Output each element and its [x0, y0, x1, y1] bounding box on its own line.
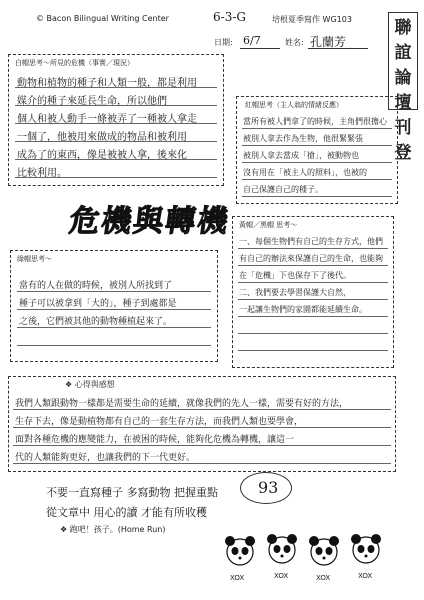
panda-label: XOX [316, 574, 331, 582]
footer-slogan-text: 跑吧！孩子。(Home Run) [69, 525, 166, 534]
panda-icon [225, 536, 255, 565]
white-hat-line: 比較利用。 [17, 168, 67, 179]
white-hat-line: 動物和植物的種子和人類一般，都是利用 [17, 78, 197, 89]
green-hat-title: 綠帽思考～ [17, 255, 52, 263]
red-hat-title: 紅帽思考（主人翁的情緒反應） [245, 101, 343, 109]
score: 93 [258, 478, 279, 497]
banner-title: 危機與轉機 [67, 204, 232, 239]
yellow-black-line: 二、我們要去學習保護大自然， [239, 288, 351, 297]
panda-illustration [220, 530, 410, 590]
vertical-title-char: 誼 [394, 43, 412, 63]
green-hat-line: 之後，它們被其他的動物種植起來了。 [19, 317, 173, 327]
bullet-icon: ❖ [60, 525, 70, 534]
reflection-box [8, 376, 396, 472]
red-hat-box [236, 96, 398, 204]
yellow-black-line: 在「危機」下也保存下了後代。 [239, 271, 351, 280]
vertical-title-char: 登 [394, 143, 412, 163]
panda-icon [351, 534, 381, 563]
name-value: 孔蘭芳 [310, 35, 347, 49]
reflection-title-text: 心得與感想 [74, 380, 115, 389]
green-hat-line: 種子可以被拿到「大的」，種子到處都是 [19, 299, 177, 309]
white-hat-title: 白帽思考～所見的危機（事實／現況） [15, 59, 134, 67]
red-hat-line: 當所有被人們拿了的時候，主角們很擔心 [243, 117, 387, 126]
copyright: © Bacon Bilingual Writing Center [36, 14, 169, 23]
reflection-line: 生存下去，像是動植物都有自己的一套生存方法，而我們人類也要學會， [15, 417, 304, 427]
vertical-title-char: 壇 [394, 93, 412, 113]
white-hat-line: 媒介的種子來延長生命，所以他們 [17, 96, 167, 107]
yellow-black-line: 有自己的辦法來保護自己的生命，也能夠 [239, 254, 383, 263]
footer-slogan [60, 524, 165, 535]
yellow-black-hat-box [232, 216, 394, 368]
vertical-title-char: 刊 [394, 118, 412, 138]
white-hat-line: 一個了，他被用來做成的物品和被利用 [17, 132, 187, 143]
red-hat-line: 自己保護自己的種子。 [243, 185, 323, 194]
date-label: 日期: [214, 38, 233, 47]
reflection-line: 代的人類能夠更好，也讓我們的下一代更好。 [15, 453, 196, 463]
panda-label: XOX [230, 574, 245, 582]
yellow-black-line: 一、每個生物們有自己的生存方式，他們 [239, 237, 383, 246]
reflection-line: 我們人類跟動物一樣都是需要生命的延續，就像我們的先人一樣，需要有好的方法， [15, 399, 349, 409]
teacher-comment-line: 不要一直寫種子 多寫動物 把握重點 [46, 486, 218, 499]
green-hat-box [10, 250, 218, 362]
red-hat-line: 被別人拿去當成「搶」，被動物也 [243, 151, 359, 160]
vertical-title-char: 聯 [394, 18, 412, 38]
yellow-black-line: 一起讓生物們的家園都能延續生命。 [239, 305, 367, 314]
panda-icon [309, 536, 339, 565]
green-hat-line: 當有的人在做的時候，被別人所找到了 [19, 281, 173, 291]
program-title: 培根夏季寫作 WG103 [272, 15, 352, 24]
bullet-icon: ❖ [65, 380, 75, 389]
panda-label: XOX [358, 572, 373, 580]
name-label: 姓名: [285, 38, 304, 47]
reflection-line: 面對各種危機的應變能力，在被困的時候，能夠化危機為轉機，讓這一 [15, 435, 295, 445]
white-hat-box [8, 54, 224, 186]
panda-label: XOX [274, 572, 289, 580]
white-hat-line: 個人和被人動手一條被弄了一種被人拿走 [17, 114, 197, 125]
vertical-title-char: 論 [394, 68, 412, 88]
teacher-comment-line: 從文章中 用心的讀 才能有所收穫 [46, 506, 207, 519]
date-value: 6/7 [243, 34, 261, 47]
reflection-title [65, 379, 115, 390]
white-hat-line: 成為了的東西，像是被被人拿，後來化 [17, 150, 187, 161]
red-hat-line: 沒有用在「被主人的照料」，也被的 [243, 168, 367, 177]
yellow-black-hat-title: 黃帽／黑帽 思考～ [239, 221, 298, 229]
red-hat-line: 被別人拿去作為生物，他很緊緊張 [243, 134, 363, 143]
panda-icon [267, 534, 297, 563]
score-circle [240, 472, 292, 504]
date-stamp: 6-3-G [213, 10, 246, 24]
